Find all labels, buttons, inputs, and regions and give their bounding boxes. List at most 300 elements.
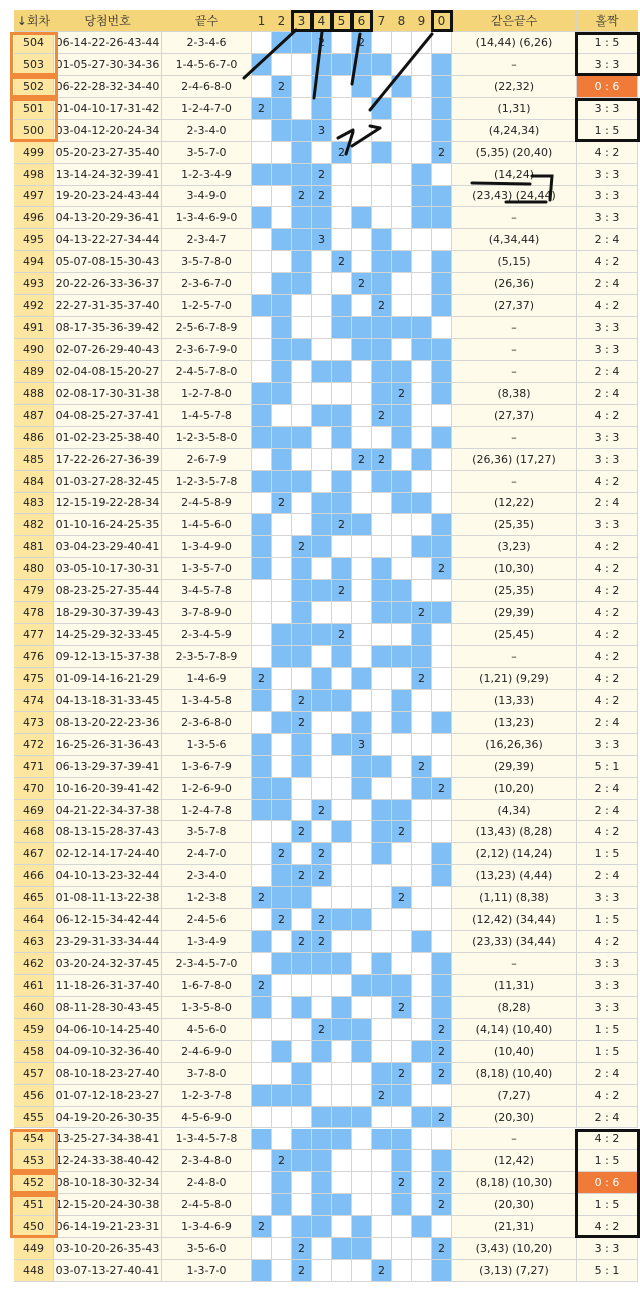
digit-cell-0: 2 bbox=[432, 1172, 452, 1194]
digit-cell-6 bbox=[352, 1019, 372, 1041]
odd-even-ratio: 3 : 3 bbox=[577, 54, 638, 76]
header-d2: 2 bbox=[272, 10, 292, 32]
end-digits: 2-4-5-6 bbox=[162, 909, 252, 931]
digit-cell-9 bbox=[412, 821, 432, 843]
digit-cell-8 bbox=[392, 493, 412, 515]
digit-cell-8 bbox=[392, 975, 412, 997]
digit-cell-4 bbox=[312, 1129, 332, 1151]
digit-cell-2 bbox=[272, 1172, 292, 1194]
winning-numbers: 16-25-26-31-36-43 bbox=[54, 734, 162, 756]
same-end-pairs: (25,35) bbox=[452, 514, 577, 536]
same-end-pairs: (4,34) bbox=[452, 800, 577, 822]
round-number: 487 bbox=[14, 405, 54, 427]
digit-cell-6 bbox=[352, 800, 372, 822]
same-end-pairs: (5,35) (20,40) bbox=[452, 142, 577, 164]
same-end-pairs: (12,42) (34,44) bbox=[452, 909, 577, 931]
digit-cell-3 bbox=[292, 295, 312, 317]
round-number: 477 bbox=[14, 624, 54, 646]
digit-cell-9 bbox=[412, 975, 432, 997]
round-number: 466 bbox=[14, 865, 54, 887]
digit-cell-3 bbox=[292, 207, 312, 229]
digit-cell-7 bbox=[372, 909, 392, 931]
end-digits: 3-4-9-0 bbox=[162, 186, 252, 208]
same-end-pairs: (8,28) bbox=[452, 997, 577, 1019]
digit-cell-8 bbox=[392, 1107, 412, 1129]
digit-cell-5 bbox=[332, 164, 352, 186]
odd-even-ratio: 4 : 2 bbox=[577, 142, 638, 164]
digit-cell-6 bbox=[352, 821, 372, 843]
round-number: 492 bbox=[14, 295, 54, 317]
digit-cell-0 bbox=[432, 295, 452, 317]
digit-cell-7 bbox=[372, 142, 392, 164]
digit-cell-2 bbox=[272, 602, 292, 624]
digit-cell-2 bbox=[272, 1260, 292, 1282]
digit-cell-2 bbox=[272, 646, 292, 668]
digit-cell-1 bbox=[252, 427, 272, 449]
round-number: 468 bbox=[14, 821, 54, 843]
digit-cell-4 bbox=[312, 449, 332, 471]
digit-cell-0 bbox=[432, 251, 452, 273]
digit-cell-5 bbox=[332, 1260, 352, 1282]
winning-numbers: 20-22-26-33-36-37 bbox=[54, 273, 162, 295]
round-number: 491 bbox=[14, 317, 54, 339]
winning-numbers: 12-15-20-24-30-38 bbox=[54, 1194, 162, 1216]
digit-cell-3 bbox=[292, 624, 312, 646]
same-end-pairs: (10,30) bbox=[452, 558, 577, 580]
same-end-pairs: (26,36) bbox=[452, 273, 577, 295]
round-number: 471 bbox=[14, 756, 54, 778]
digit-cell-4: 3 bbox=[312, 229, 332, 251]
digit-cell-8 bbox=[392, 843, 412, 865]
digit-cell-4 bbox=[312, 405, 332, 427]
digit-cell-1 bbox=[252, 1129, 272, 1151]
digit-cell-3: 2 bbox=[292, 865, 312, 887]
odd-even-ratio: 0 : 6 bbox=[577, 76, 638, 98]
digit-cell-3 bbox=[292, 734, 312, 756]
odd-even-ratio: 3 : 3 bbox=[577, 98, 638, 120]
digit-cell-1: 2 bbox=[252, 98, 272, 120]
winning-numbers: 04-13-18-31-33-45 bbox=[54, 690, 162, 712]
digit-cell-8 bbox=[392, 54, 412, 76]
digit-cell-2 bbox=[272, 295, 292, 317]
round-number: 482 bbox=[14, 514, 54, 536]
digit-cell-4 bbox=[312, 207, 332, 229]
digit-cell-1: 2 bbox=[252, 1216, 272, 1238]
end-digits: 1-4-5-6-0 bbox=[162, 514, 252, 536]
same-end-pairs: (13,43) (8,28) bbox=[452, 821, 577, 843]
odd-even-ratio: 5 : 1 bbox=[577, 756, 638, 778]
digit-cell-8: 2 bbox=[392, 887, 412, 909]
same-end-pairs: (20,30) bbox=[452, 1194, 577, 1216]
digit-cell-9 bbox=[412, 646, 432, 668]
digit-cell-1 bbox=[252, 1019, 272, 1041]
odd-even-ratio: 3 : 3 bbox=[577, 164, 638, 186]
digit-cell-7 bbox=[372, 580, 392, 602]
round-number: 484 bbox=[14, 471, 54, 493]
digit-cell-2 bbox=[272, 778, 292, 800]
same-end-pairs: (29,39) bbox=[452, 602, 577, 624]
round-number: 475 bbox=[14, 668, 54, 690]
digit-cell-6 bbox=[352, 229, 372, 251]
digit-cell-2: 2 bbox=[272, 843, 292, 865]
digit-cell-1 bbox=[252, 295, 272, 317]
same-end-pairs: – bbox=[452, 646, 577, 668]
digit-cell-0 bbox=[432, 98, 452, 120]
end-digits: 1-3-4-9-0 bbox=[162, 536, 252, 558]
digit-cell-4 bbox=[312, 712, 332, 734]
digit-cell-2 bbox=[272, 1019, 292, 1041]
round-number: 451 bbox=[14, 1194, 54, 1216]
winning-numbers: 04-13-20-29-36-41 bbox=[54, 207, 162, 229]
digit-cell-0: 2 bbox=[432, 1019, 452, 1041]
odd-even-ratio: 4 : 2 bbox=[577, 646, 638, 668]
digit-cell-9 bbox=[412, 449, 432, 471]
digit-cell-4 bbox=[312, 536, 332, 558]
odd-even-ratio: 1 : 5 bbox=[577, 1194, 638, 1216]
winning-numbers: 01-02-23-25-38-40 bbox=[54, 427, 162, 449]
digit-cell-1 bbox=[252, 339, 272, 361]
digit-cell-0 bbox=[432, 602, 452, 624]
digit-cell-5 bbox=[332, 361, 352, 383]
digit-cell-3 bbox=[292, 493, 312, 515]
header-ratio: 홀짝 bbox=[577, 10, 638, 32]
round-number: 467 bbox=[14, 843, 54, 865]
odd-even-ratio: 4 : 2 bbox=[577, 251, 638, 273]
odd-even-ratio: 4 : 2 bbox=[577, 471, 638, 493]
digit-cell-1 bbox=[252, 1260, 272, 1282]
digit-cell-4 bbox=[312, 142, 332, 164]
digit-cell-4: 2 bbox=[312, 32, 332, 54]
digit-cell-7 bbox=[372, 471, 392, 493]
end-digits: 2-3-4-8-0 bbox=[162, 1150, 252, 1172]
digit-cell-2 bbox=[272, 1041, 292, 1063]
digit-cell-1 bbox=[252, 317, 272, 339]
digit-cell-1 bbox=[252, 624, 272, 646]
end-digits: 1-2-3-8 bbox=[162, 887, 252, 909]
digit-cell-5 bbox=[332, 1194, 352, 1216]
digit-cell-1 bbox=[252, 273, 272, 295]
digit-cell-4 bbox=[312, 1107, 332, 1129]
digit-cell-2 bbox=[272, 142, 292, 164]
digit-cell-8 bbox=[392, 76, 412, 98]
digit-cell-4 bbox=[312, 975, 332, 997]
digit-cell-0 bbox=[432, 207, 452, 229]
winning-numbers: 06-12-15-34-42-44 bbox=[54, 909, 162, 931]
digit-cell-9: 2 bbox=[412, 668, 432, 690]
same-end-pairs: (27,37) bbox=[452, 295, 577, 317]
digit-cell-0 bbox=[432, 1085, 452, 1107]
same-end-pairs: (26,36) (17,27) bbox=[452, 449, 577, 471]
digit-cell-6 bbox=[352, 953, 372, 975]
digit-cell-4 bbox=[312, 690, 332, 712]
digit-cell-1: 2 bbox=[252, 975, 272, 997]
winning-numbers: 14-25-29-32-33-45 bbox=[54, 624, 162, 646]
digit-cell-0 bbox=[432, 909, 452, 931]
odd-even-ratio: 1 : 5 bbox=[577, 1041, 638, 1063]
digit-cell-8 bbox=[392, 536, 412, 558]
winning-numbers: 03-10-20-26-35-43 bbox=[54, 1238, 162, 1260]
digit-cell-6 bbox=[352, 712, 372, 734]
end-digits: 2-4-8-0 bbox=[162, 1172, 252, 1194]
digit-cell-3 bbox=[292, 953, 312, 975]
round-number: 476 bbox=[14, 646, 54, 668]
digit-cell-4 bbox=[312, 953, 332, 975]
digit-cell-7 bbox=[372, 493, 392, 515]
odd-even-ratio: 4 : 2 bbox=[577, 931, 638, 953]
digit-cell-2 bbox=[272, 712, 292, 734]
digit-cell-9 bbox=[412, 98, 432, 120]
odd-even-ratio: 1 : 5 bbox=[577, 32, 638, 54]
digit-cell-5 bbox=[332, 427, 352, 449]
winning-numbers: 08-10-18-30-32-34 bbox=[54, 1172, 162, 1194]
winning-numbers: 03-04-12-20-24-34 bbox=[54, 120, 162, 142]
digit-cell-8 bbox=[392, 646, 412, 668]
digit-cell-9 bbox=[412, 909, 432, 931]
round-number: 501 bbox=[14, 98, 54, 120]
digit-cell-8 bbox=[392, 953, 412, 975]
digit-cell-5 bbox=[332, 843, 352, 865]
odd-even-ratio: 3 : 3 bbox=[577, 449, 638, 471]
digit-cell-9 bbox=[412, 1107, 432, 1129]
odd-even-ratio: 3 : 3 bbox=[577, 339, 638, 361]
digit-cell-2 bbox=[272, 186, 292, 208]
winning-numbers: 06-22-28-32-34-40 bbox=[54, 76, 162, 98]
odd-even-ratio: 2 : 4 bbox=[577, 383, 638, 405]
digit-cell-2 bbox=[272, 98, 292, 120]
digit-cell-4 bbox=[312, 668, 332, 690]
digit-cell-1 bbox=[252, 843, 272, 865]
digit-cell-0: 2 bbox=[432, 142, 452, 164]
winning-numbers: 03-07-13-27-40-41 bbox=[54, 1260, 162, 1282]
same-end-pairs: – bbox=[452, 953, 577, 975]
end-digits: 2-4-6-8-0 bbox=[162, 76, 252, 98]
digit-cell-1 bbox=[252, 602, 272, 624]
digit-cell-4 bbox=[312, 295, 332, 317]
digit-cell-9 bbox=[412, 712, 432, 734]
header-highlight-box bbox=[431, 10, 453, 32]
digit-cell-5 bbox=[332, 734, 352, 756]
digit-cell-7 bbox=[372, 865, 392, 887]
digit-cell-2 bbox=[272, 558, 292, 580]
digit-cell-6 bbox=[352, 1216, 372, 1238]
end-digits: 1-3-4-6-9 bbox=[162, 1216, 252, 1238]
digit-cell-7: 2 bbox=[372, 449, 392, 471]
digit-cell-3 bbox=[292, 887, 312, 909]
digit-cell-1 bbox=[252, 536, 272, 558]
same-end-pairs: (3,13) (7,27) bbox=[452, 1260, 577, 1282]
round-number: 496 bbox=[14, 207, 54, 229]
round-box-504-503 bbox=[10, 32, 58, 76]
digit-cell-9 bbox=[412, 471, 432, 493]
same-end-pairs: (8,18) (10,40) bbox=[452, 1063, 577, 1085]
digit-cell-9 bbox=[412, 734, 432, 756]
end-digits: 2-3-4-7 bbox=[162, 229, 252, 251]
digit-cell-3 bbox=[292, 1194, 312, 1216]
digit-cell-2 bbox=[272, 624, 292, 646]
digit-cell-5 bbox=[332, 449, 352, 471]
digit-cell-1 bbox=[252, 712, 272, 734]
digit-cell-5 bbox=[332, 646, 352, 668]
digit-cell-2 bbox=[272, 273, 292, 295]
digit-cell-8 bbox=[392, 690, 412, 712]
digit-cell-3 bbox=[292, 514, 312, 536]
digit-cell-0 bbox=[432, 1216, 452, 1238]
digit-cell-1 bbox=[252, 164, 272, 186]
digit-cell-4 bbox=[312, 602, 332, 624]
digit-cell-4 bbox=[312, 1085, 332, 1107]
digit-cell-3 bbox=[292, 273, 312, 295]
digit-cell-2 bbox=[272, 383, 292, 405]
end-digits: 1-3-5-8-0 bbox=[162, 997, 252, 1019]
digit-cell-4 bbox=[312, 273, 332, 295]
end-digits: 3-5-7-8 bbox=[162, 821, 252, 843]
digit-cell-2 bbox=[272, 1129, 292, 1151]
digit-cell-0 bbox=[432, 712, 452, 734]
odd-even-ratio: 2 : 4 bbox=[577, 493, 638, 515]
digit-cell-5 bbox=[332, 953, 352, 975]
digit-cell-9 bbox=[412, 690, 432, 712]
digit-cell-8 bbox=[392, 800, 412, 822]
digit-cell-7 bbox=[372, 186, 392, 208]
round-number: 452 bbox=[14, 1172, 54, 1194]
digit-cell-6 bbox=[352, 1107, 372, 1129]
digit-cell-0 bbox=[432, 449, 452, 471]
digit-cell-4: 2 bbox=[312, 909, 332, 931]
digit-cell-6 bbox=[352, 1129, 372, 1151]
same-end-pairs: – bbox=[452, 427, 577, 449]
end-digits: 1-3-5-7-0 bbox=[162, 558, 252, 580]
round-number: 454 bbox=[14, 1129, 54, 1151]
digit-cell-0 bbox=[432, 32, 452, 54]
digit-cell-5 bbox=[332, 186, 352, 208]
end-digits: 3-5-6-0 bbox=[162, 1238, 252, 1260]
digit-cell-2 bbox=[272, 514, 292, 536]
digit-cell-8 bbox=[392, 1019, 412, 1041]
round-box-501-500 bbox=[10, 98, 58, 142]
winning-numbers: 23-29-31-33-34-44 bbox=[54, 931, 162, 953]
digit-cell-5 bbox=[332, 76, 352, 98]
digit-cell-3 bbox=[292, 1019, 312, 1041]
digit-cell-5 bbox=[332, 493, 352, 515]
digit-cell-2 bbox=[272, 931, 292, 953]
digit-cell-5 bbox=[332, 339, 352, 361]
digit-cell-9 bbox=[412, 953, 432, 975]
digit-cell-2: 2 bbox=[272, 909, 292, 931]
digit-cell-1 bbox=[252, 120, 272, 142]
digit-cell-0: 2 bbox=[432, 558, 452, 580]
digit-cell-6 bbox=[352, 997, 372, 1019]
round-number: 474 bbox=[14, 690, 54, 712]
digit-cell-6 bbox=[352, 975, 372, 997]
winning-numbers: 05-07-08-15-30-43 bbox=[54, 251, 162, 273]
digit-cell-2 bbox=[272, 339, 292, 361]
digit-cell-9 bbox=[412, 1172, 432, 1194]
end-digits: 3-4-5-7-8 bbox=[162, 580, 252, 602]
digit-cell-8 bbox=[392, 449, 412, 471]
digit-cell-7 bbox=[372, 120, 392, 142]
winning-numbers: 01-10-16-24-25-35 bbox=[54, 514, 162, 536]
digit-cell-7 bbox=[372, 800, 392, 822]
odd-even-ratio: 0 : 6 bbox=[577, 1172, 638, 1194]
digit-cell-5 bbox=[332, 602, 352, 624]
digit-cell-7 bbox=[372, 646, 392, 668]
digit-cell-9 bbox=[412, 931, 432, 953]
end-digits: 2-4-7-0 bbox=[162, 843, 252, 865]
digit-cell-7 bbox=[372, 975, 392, 997]
digit-cell-6 bbox=[352, 339, 372, 361]
digit-cell-0 bbox=[432, 54, 452, 76]
odd-even-ratio: 4 : 2 bbox=[577, 580, 638, 602]
round-number: 470 bbox=[14, 778, 54, 800]
digit-cell-3 bbox=[292, 449, 312, 471]
digit-cell-6 bbox=[352, 887, 372, 909]
odd-even-ratio: 2 : 4 bbox=[577, 361, 638, 383]
winning-numbers: 01-03-27-28-32-45 bbox=[54, 471, 162, 493]
round-number: 489 bbox=[14, 361, 54, 383]
digit-cell-2 bbox=[272, 361, 292, 383]
digit-cell-7: 2 bbox=[372, 1260, 392, 1282]
digit-cell-7 bbox=[372, 98, 392, 120]
digit-cell-9 bbox=[412, 558, 432, 580]
same-end-pairs: (5,15) bbox=[452, 251, 577, 273]
digit-cell-6 bbox=[352, 207, 372, 229]
same-end-pairs: (22,32) bbox=[452, 76, 577, 98]
digit-cell-3 bbox=[292, 98, 312, 120]
digit-cell-4 bbox=[312, 361, 332, 383]
ratio-box-501-500 bbox=[575, 98, 640, 142]
same-end-pairs: (25,35) bbox=[452, 580, 577, 602]
digit-cell-1 bbox=[252, 76, 272, 98]
digit-cell-3 bbox=[292, 142, 312, 164]
digit-cell-3 bbox=[292, 405, 312, 427]
end-digits: 2-3-5-7-8-9 bbox=[162, 646, 252, 668]
digit-cell-8 bbox=[392, 865, 412, 887]
digit-cell-3 bbox=[292, 383, 312, 405]
digit-cell-5 bbox=[332, 975, 352, 997]
digit-cell-2: 2 bbox=[272, 493, 292, 515]
digit-cell-2 bbox=[272, 1216, 292, 1238]
end-digits: 2-6-7-9 bbox=[162, 449, 252, 471]
digit-cell-5 bbox=[332, 887, 352, 909]
header-same: 같은끝수 bbox=[452, 10, 577, 32]
digit-cell-4 bbox=[312, 251, 332, 273]
digit-cell-0 bbox=[432, 734, 452, 756]
digit-cell-6 bbox=[352, 186, 372, 208]
ratio-box-454-450 bbox=[575, 1129, 640, 1239]
digit-cell-4 bbox=[312, 76, 332, 98]
end-digits: 2-3-6-8-0 bbox=[162, 712, 252, 734]
round-number: 456 bbox=[14, 1085, 54, 1107]
digit-cell-8: 2 bbox=[392, 997, 412, 1019]
winning-numbers: 05-20-23-27-35-40 bbox=[54, 142, 162, 164]
winning-numbers: 08-13-15-28-37-43 bbox=[54, 821, 162, 843]
digit-cell-9 bbox=[412, 54, 432, 76]
digit-cell-9 bbox=[412, 186, 432, 208]
digit-cell-0 bbox=[432, 953, 452, 975]
winning-numbers: 06-14-19-21-23-31 bbox=[54, 1216, 162, 1238]
digit-cell-6 bbox=[352, 251, 372, 273]
digit-cell-7 bbox=[372, 843, 392, 865]
winning-numbers: 04-13-22-27-34-44 bbox=[54, 229, 162, 251]
digit-cell-2 bbox=[272, 54, 292, 76]
digit-cell-2 bbox=[272, 1107, 292, 1129]
digit-cell-6 bbox=[352, 865, 372, 887]
digit-cell-7 bbox=[372, 712, 392, 734]
digit-cell-9 bbox=[412, 997, 432, 1019]
digit-cell-1 bbox=[252, 142, 272, 164]
digit-cell-4 bbox=[312, 646, 332, 668]
digit-cell-7 bbox=[372, 624, 392, 646]
